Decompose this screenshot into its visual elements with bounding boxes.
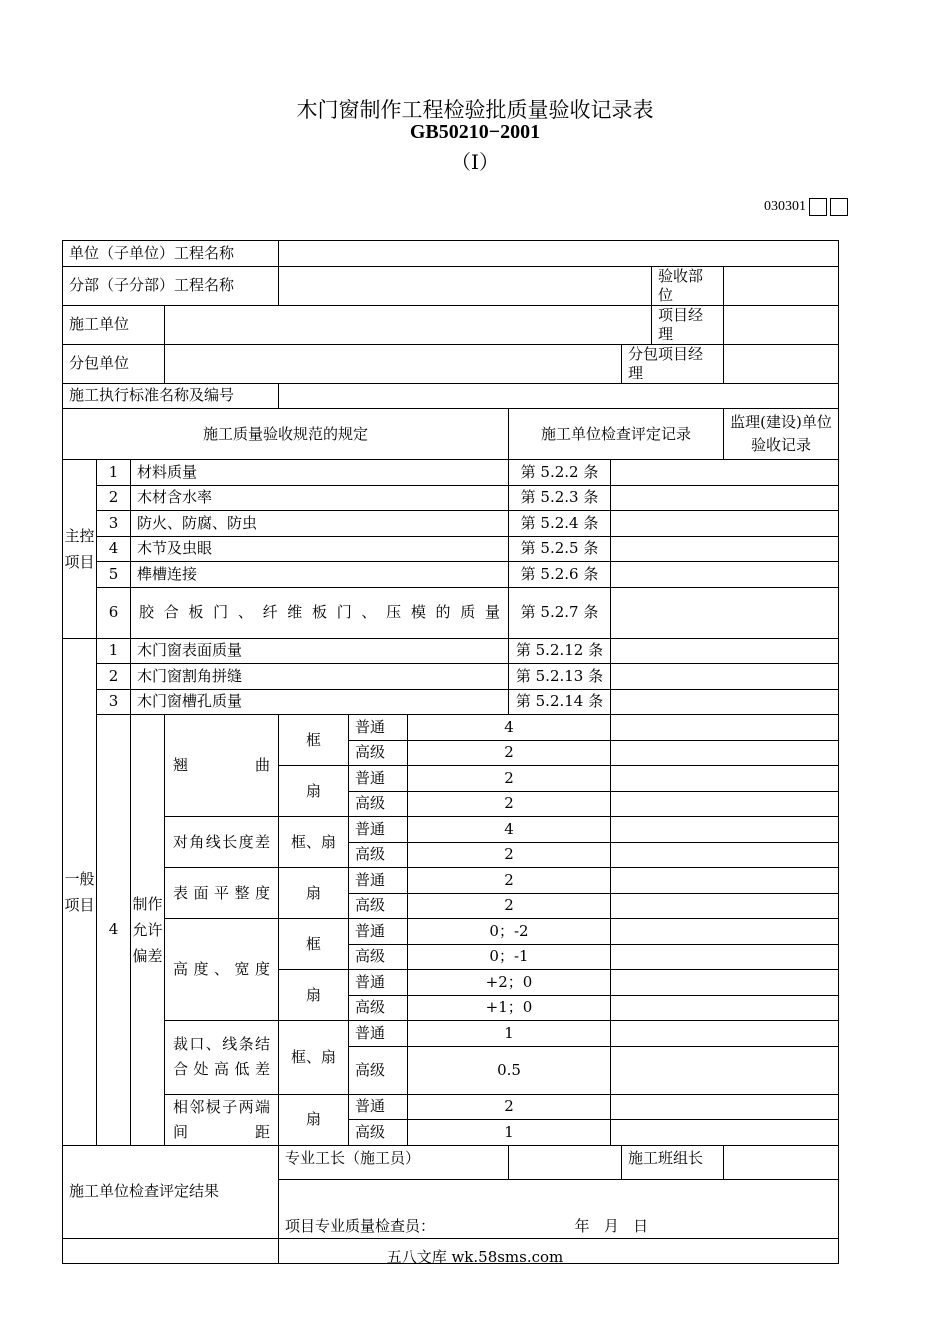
- main-item-record[interactable]: [611, 485, 839, 511]
- main-item-record[interactable]: [611, 460, 839, 486]
- main-item-clause: 第 5.2.6 条: [509, 562, 611, 588]
- main-item-clause: 第 5.2.4 条: [509, 511, 611, 537]
- main-item-no: 6: [97, 587, 131, 638]
- deviation-label: 制作允许偏差: [131, 715, 165, 1146]
- construction-unit-value[interactable]: [165, 305, 652, 344]
- deviation-item-name: 表面平整度: [165, 868, 279, 919]
- main-item-name: 木材含水率: [131, 485, 509, 511]
- subcontract-unit-label: 分包单位: [63, 344, 165, 383]
- grade-normal: 普通: [349, 868, 408, 894]
- team-leader-value[interactable]: [724, 1145, 839, 1179]
- deviation-part: 扇: [279, 1094, 349, 1145]
- deviation-value: 0.5: [408, 1046, 611, 1094]
- unit-project-value[interactable]: [279, 241, 839, 267]
- project-manager-label: 项目经理: [652, 305, 724, 344]
- deviation-value: 2: [408, 740, 611, 766]
- deviation-value: 4: [408, 715, 611, 741]
- general-items-label: 一般项目: [63, 638, 97, 1145]
- code-box-2[interactable]: [830, 198, 848, 216]
- form-code: [764, 198, 848, 216]
- main-item-name: 防火、防腐、防虫: [131, 511, 509, 537]
- deviation-value: +2；0: [408, 970, 611, 996]
- main-item-name: 木节及虫眼: [131, 536, 509, 562]
- foreman-value[interactable]: [509, 1145, 622, 1179]
- acceptance-part-label: 验收部位: [652, 266, 724, 305]
- grade-high: 高级: [349, 995, 408, 1021]
- grade-normal: 普通: [349, 919, 408, 945]
- standard-code: GB50210−2001: [409, 121, 541, 143]
- form-code-number: 030301: [764, 199, 806, 214]
- standard-name-label: 施工执行标准名称及编号: [63, 383, 279, 409]
- deviation-record[interactable]: [611, 1046, 839, 1094]
- grade-normal: 普通: [349, 1021, 408, 1047]
- deviation-value: 2: [408, 1094, 611, 1120]
- grade-normal: 普通: [349, 817, 408, 843]
- deviation-record[interactable]: [611, 1120, 839, 1146]
- deviation-record[interactable]: [611, 970, 839, 996]
- deviation-part: 框、扇: [279, 1021, 349, 1095]
- deviation-value: 0；-1: [408, 944, 611, 970]
- grade-high: 高级: [349, 740, 408, 766]
- code-box-1[interactable]: [809, 198, 827, 216]
- deviation-value: 2: [408, 791, 611, 817]
- grade-high: 高级: [349, 842, 408, 868]
- construction-unit-label: 施工单位: [63, 305, 165, 344]
- foreman-label: 专业工长（施工员）: [279, 1145, 509, 1179]
- deviation-record[interactable]: [611, 995, 839, 1021]
- deviation-record[interactable]: [611, 740, 839, 766]
- deviation-item-name: 翘曲: [165, 715, 279, 817]
- sub-project-label: 分部（子分部）工程名称: [63, 266, 279, 305]
- main-item-record[interactable]: [611, 587, 839, 638]
- deviation-part: 框: [279, 715, 349, 766]
- deviation-value: 1: [408, 1021, 611, 1047]
- deviation-record[interactable]: [611, 715, 839, 741]
- main-item-clause: 第 5.2.3 条: [509, 485, 611, 511]
- general-item-name: 木门窗槽孔质量: [131, 689, 509, 715]
- general-item-record[interactable]: [611, 689, 839, 715]
- deviation-part: 扇: [279, 868, 349, 919]
- main-item-clause: 第 5.2.2 条: [509, 460, 611, 486]
- check-record-column-header: 施工单位检查评定记录: [509, 409, 724, 460]
- main-item-record[interactable]: [611, 536, 839, 562]
- general-item-clause: 第 5.2.12 条: [509, 638, 611, 664]
- main-item-no: 2: [97, 485, 131, 511]
- deviation-item-name: 裁口、线条结合处高低差: [165, 1021, 279, 1095]
- grade-high: 高级: [349, 791, 408, 817]
- grade-normal: 普通: [349, 970, 408, 996]
- result-label: 施工单位检查评定结果: [63, 1145, 279, 1238]
- deviation-item-name: 对角线长度差: [165, 817, 279, 868]
- main-item-name: 材料质量: [131, 460, 509, 486]
- general-item-name: 木门窗表面质量: [131, 638, 509, 664]
- team-leader-label: 施工班组长: [622, 1145, 724, 1179]
- standard-name-value[interactable]: [279, 383, 839, 409]
- deviation-value: 0；-2: [408, 919, 611, 945]
- deviation-value: 2: [408, 842, 611, 868]
- supervision-column-header: 监理(建设)单位验收记录: [724, 409, 839, 460]
- deviation-value: 4: [408, 817, 611, 843]
- deviation-part: 扇: [279, 766, 349, 817]
- deviation-item-name: 相邻棂子两端间距: [165, 1094, 279, 1145]
- deviation-value: 2: [408, 868, 611, 894]
- grade-high: 高级: [349, 1046, 408, 1094]
- general-item-record[interactable]: [611, 638, 839, 664]
- deviation-record[interactable]: [611, 791, 839, 817]
- inspection-table: [62, 240, 839, 1264]
- deviation-part: 框: [279, 919, 349, 970]
- deviation-record[interactable]: [611, 1021, 839, 1047]
- grade-normal: 普通: [349, 715, 408, 741]
- subcontract-unit-value[interactable]: [165, 344, 622, 383]
- general-item-name: 木门窗割角拼缝: [131, 664, 509, 690]
- subcontract-manager-label: 分包项目经理: [622, 344, 724, 383]
- deviation-record[interactable]: [611, 893, 839, 919]
- deviation-record[interactable]: [611, 817, 839, 843]
- deviation-value: 2: [408, 766, 611, 792]
- deviation-record[interactable]: [611, 868, 839, 894]
- sub-project-value[interactable]: [279, 266, 652, 305]
- deviation-part: 框、扇: [279, 817, 349, 868]
- deviation-record[interactable]: [611, 1094, 839, 1120]
- main-item-no: 5: [97, 562, 131, 588]
- main-item-clause: 第 5.2.7 条: [509, 587, 611, 638]
- footer-watermark: 五八文库 wk.58sms.com: [386, 1248, 564, 1266]
- deviation-item-name: 高度、宽度: [165, 919, 279, 1021]
- deviation-value: 2: [408, 893, 611, 919]
- general-item-clause: 第 5.2.14 条: [509, 689, 611, 715]
- grade-high: 高级: [349, 944, 408, 970]
- general-item-no: 2: [97, 664, 131, 690]
- main-item-no: 1: [97, 460, 131, 486]
- project-manager-value[interactable]: [724, 305, 839, 344]
- grade-high: 高级: [349, 1120, 408, 1146]
- deviation-record[interactable]: [611, 842, 839, 868]
- deviation-no: 4: [97, 715, 131, 1146]
- grade-normal: 普通: [349, 766, 408, 792]
- subcontract-manager-value[interactable]: [724, 344, 839, 383]
- deviation-record[interactable]: [611, 766, 839, 792]
- document-title: 木门窗制作工程检验批质量验收记录表: [296, 98, 654, 122]
- main-item-no: 3: [97, 511, 131, 537]
- general-item-no: 3: [97, 689, 131, 715]
- main-item-name: 胶合板门、纤维板门、压模的质量: [131, 587, 509, 638]
- deviation-record[interactable]: [611, 919, 839, 945]
- acceptance-part-value[interactable]: [724, 266, 839, 305]
- inspection-date: 年 月 日: [574, 1216, 649, 1235]
- spec-column-header: 施工质量验收规范的规定: [63, 409, 509, 460]
- deviation-part: 扇: [279, 970, 349, 1021]
- general-item-clause: 第 5.2.13 条: [509, 664, 611, 690]
- main-items-label: 主控项目: [63, 460, 97, 639]
- main-item-record[interactable]: [611, 511, 839, 537]
- deviation-value: 1: [408, 1120, 611, 1146]
- main-item-record[interactable]: [611, 562, 839, 588]
- inspector-label: 项目专业质量检查员：: [285, 1216, 436, 1235]
- main-item-name: 榫槽连接: [131, 562, 509, 588]
- unit-project-label: 单位（子单位）工程名称: [63, 241, 279, 267]
- form-variant: （Ⅰ）: [451, 150, 499, 174]
- main-item-no: 4: [97, 536, 131, 562]
- deviation-record[interactable]: [611, 944, 839, 970]
- general-item-record[interactable]: [611, 664, 839, 690]
- inspector-row[interactable]: [279, 1179, 839, 1238]
- general-item-no: 1: [97, 638, 131, 664]
- deviation-value: +1；0: [408, 995, 611, 1021]
- main-item-clause: 第 5.2.5 条: [509, 536, 611, 562]
- grade-high: 高级: [349, 893, 408, 919]
- grade-normal: 普通: [349, 1094, 408, 1120]
